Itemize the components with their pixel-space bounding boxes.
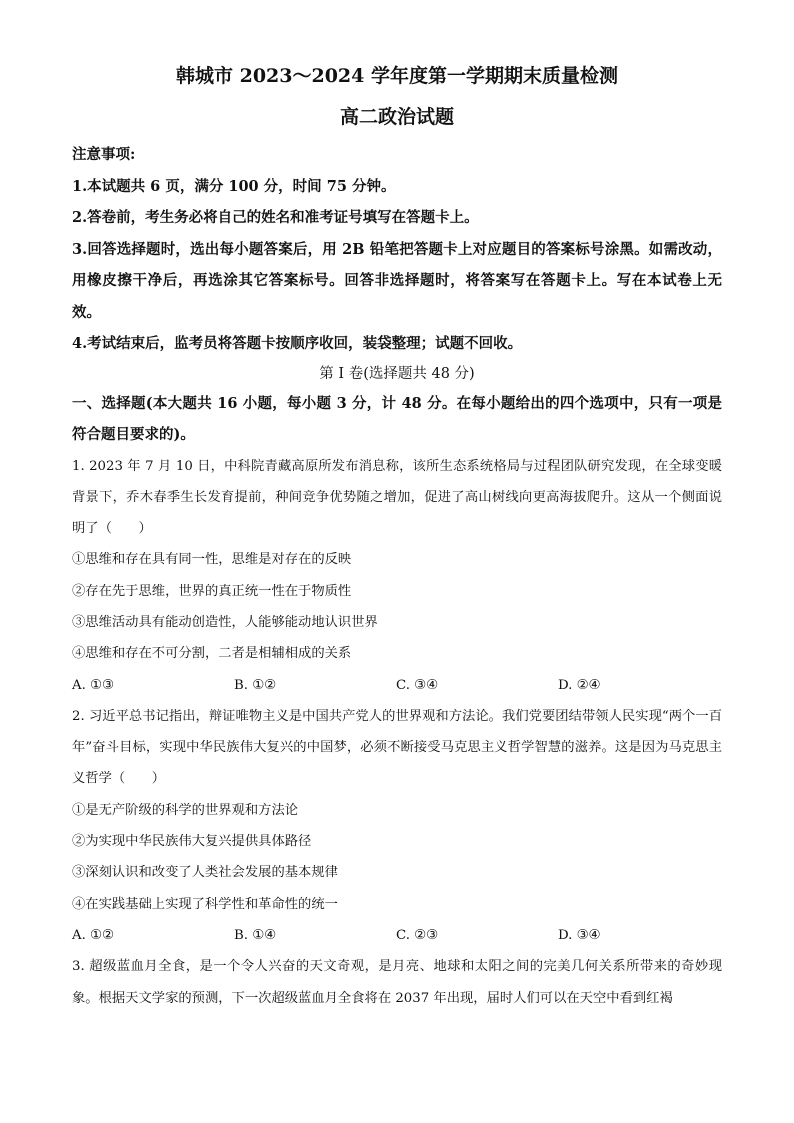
exam-title: 韩城市 2023～2024 学年度第一学期期末质量检测: [176, 65, 618, 87]
question-1-choices: [72, 670, 722, 701]
notice-heading: 注意事项:: [72, 146, 136, 163]
question-2-option-1: ①是无产阶级的科学的世界观和方法论: [72, 802, 299, 818]
question-1-stem: 1. 2023 年 7 月 10 日，中科院青藏高原所发布消息称，该所生态系统格局与过程团队研究发现，在全球变暖背景下，乔木春季生长发育提前，种间竞争优势随之增加，促进了高山树线向更高海拔爬升。这从一个侧面说明了（ ）: [72, 458, 722, 537]
question-3-stem: 3. 超级蓝血月全食，是一个令人兴奋的天文奇观，是月亮、地球和太阳之间的完美几何关系所带来的奇妙现象。根据天文学家的预测，下一次超级蓝血月全食将在 2037 年出现，届时人们可以在天空中看到红褐: [72, 959, 722, 1006]
question-1-option-1: ①思维和存在具有同一性，思维是对存在的反映: [72, 552, 352, 568]
notice-item-1: 1.本试题共 6 页，满分 100 分，时间 75 分钟。: [72, 177, 396, 195]
question-2-choices: [72, 920, 722, 951]
question-2-option-3: ③深刻认识和改变了人类社会发展的基本规律: [72, 865, 338, 881]
question-1-choice-c: C. ③④: [396, 677, 438, 693]
question-2-choice-d: D. ③④: [558, 927, 601, 943]
question-2-option-4: ④在实践基础上实现了科学性和革命性的统一: [72, 896, 338, 912]
question-1-choice-a: A. ①③: [72, 677, 114, 693]
question-2-choice-a: A. ①②: [72, 927, 114, 943]
volume-title: 第 I 卷(选择题共 48 分): [319, 365, 475, 382]
question-2-option-2: ②为实现中华民族伟大复兴提供具体路径: [72, 834, 312, 850]
question-1-choice-d: D. ②④: [558, 677, 601, 693]
exam-subtitle: 高二政治试题: [339, 106, 454, 128]
question-2-choice-c: C. ②③: [396, 927, 438, 943]
notice-item-4: 4.考试结束后，监考员将答题卡按顺序收回，装袋整理；试题不回收。: [72, 335, 523, 352]
question-1-option-2: ②存在先于思维，世界的真正统一性在于物质性: [72, 583, 352, 599]
exam-page: [72, 62, 722, 1014]
notice-item-2: 2.答卷前，考生务必将自己的姓名和准考证号填写在答题卡上。: [72, 209, 479, 226]
question-1-option-3: ③思维活动具有能动创造性，人能够能动地认识世界: [72, 614, 378, 630]
question-2-choice-b: B. ①④: [234, 927, 277, 943]
notice-item-3: 3.回答选择题时，选出每小题答案后，用 2B 铅笔把答题卡上对应题目的答案标号涂黑。如需改动，用橡皮擦干净后，再选涂其它答案标号。回答非选择题时，将答案写在答题卡上。写在本试卷上无效。: [72, 240, 722, 321]
section-instruction: 一、选择题(本大题共 16 小题，每小题 3 分，计 48 分。在每小题给出的四个选项中，只有一项是符合题目要求的)。: [72, 394, 722, 443]
question-1-choice-b: B. ①②: [234, 677, 277, 693]
question-2-stem: 2. 习近平总书记指出，辩证唯物主义是中国共产党人的世界观和方法论。我们党要团结带领人民实现“两个一百年”奋斗目标，实现中华民族伟大复兴的中国梦，必须不断接受马克思主义哲学智慧的滋养。这是因为马克思主义哲学（ ）: [72, 708, 722, 787]
question-1-option-4: ④思维和存在不可分割，二者是相辅相成的关系: [72, 646, 352, 662]
